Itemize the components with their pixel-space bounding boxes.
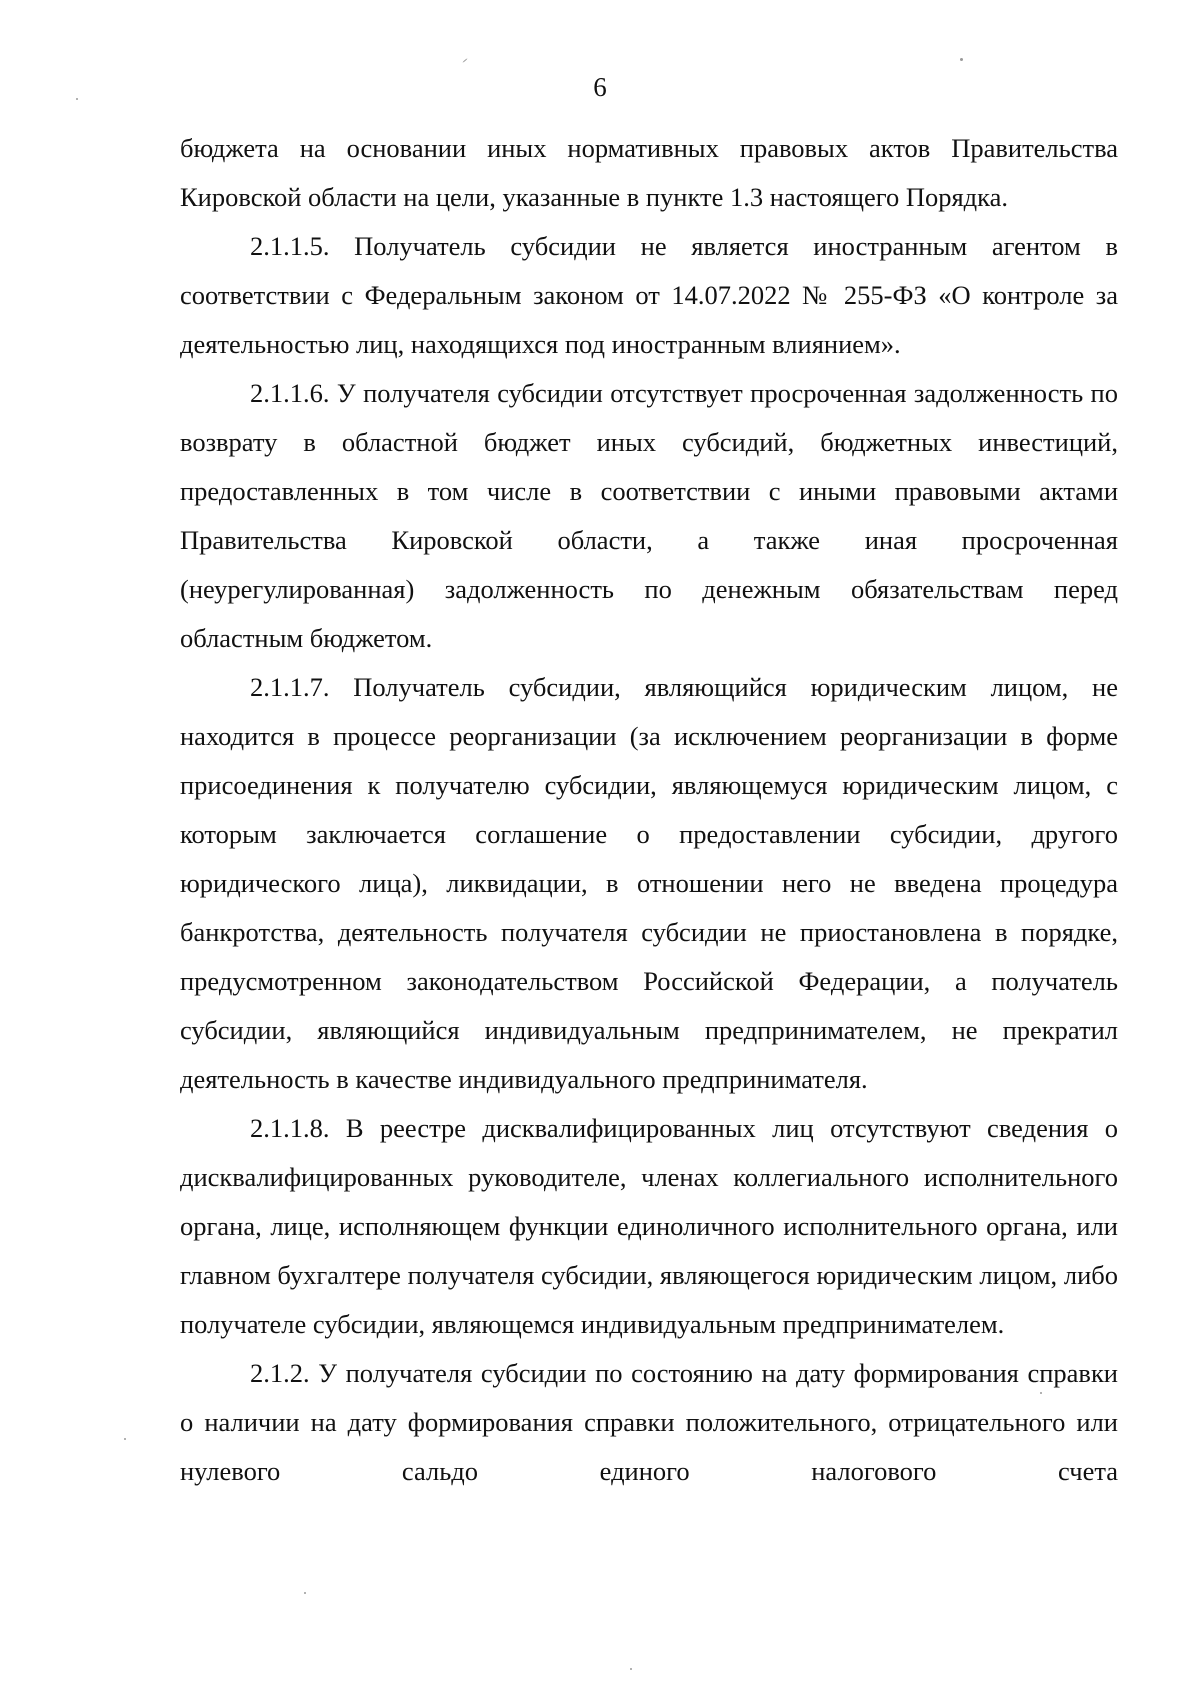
scan-speck xyxy=(462,58,467,63)
document-body xyxy=(180,124,1118,1496)
scan-speck xyxy=(960,58,963,61)
paragraph-2-1-1-6: 2.1.1.6. У получателя субсидии отсутствует просроченная задолженность по возврату в областной бюджет иных субсидий, бюджетных инвестиций, предоставленных в том числе в соответствии с иными правовыми актами Правительства Кировской области, а также иная просроченная (неурегулированная) задолженность по денежным обязательствам перед областным бюджетом. xyxy=(180,378,1118,653)
paragraph-2-1-1-8: 2.1.1.8. В реестре дисквалифицированных лиц отсутствуют сведения о дисквалифицированных руководителе, членах коллегиального исполнительного органа, лице, исполняющем функции единоличного исполнительного органа, или главном бухгалтере получателя субсидии, являющегося юридическим лицом, либо получателе субсидии, являющемся индивидуальным предпринимателем. xyxy=(180,1113,1118,1339)
paragraph-2-1-1-5: 2.1.1.5. Получатель субсидии не является иностранным агентом в соответствии с Федеральным законом от 14.07.2022 № 255-ФЗ «О контроле за деятельностью лиц, находящихся под иностранным влиянием». xyxy=(180,231,1118,359)
paragraph-2-1-2: 2.1.2. У получателя субсидии по состоянию на дату формирования справки о наличии на дату формирования справки положительного, отрицательного или нулевого сальдо единого налогового счета xyxy=(180,1358,1118,1486)
scan-speck xyxy=(304,1592,306,1594)
paragraph-continuation: бюджета на основании иных нормативных правовых актов Правительства Кировской области на цели, указанные в пункте 1.3 настоящего Порядка. xyxy=(180,133,1118,212)
scan-speck xyxy=(124,1438,126,1440)
scan-speck xyxy=(1040,1392,1042,1394)
scan-speck xyxy=(630,1668,632,1670)
scan-speck xyxy=(76,98,78,100)
paragraph-2-1-1-7: 2.1.1.7. Получатель субсидии, являющийся юридическим лицом, не находится в процессе реорганизации (за исключением реорганизации в форме присоединения к получателю субсидии, являющемуся юридическим лицом, с которым заключается соглашение о предоставлении субсидии, другого юридического лица), ликвидации, в отношении него не введена процедура банкротства, деятельность получателя субсидии не приостановлена в порядке, предусмотренном законодательством Российской Федерации, а получатель субсидии, являющийся индивидуальным предпринимателем, не прекратил деятельность в качестве индивидуального предпринимателя. xyxy=(180,672,1118,1094)
page-number: 6 xyxy=(593,72,607,102)
